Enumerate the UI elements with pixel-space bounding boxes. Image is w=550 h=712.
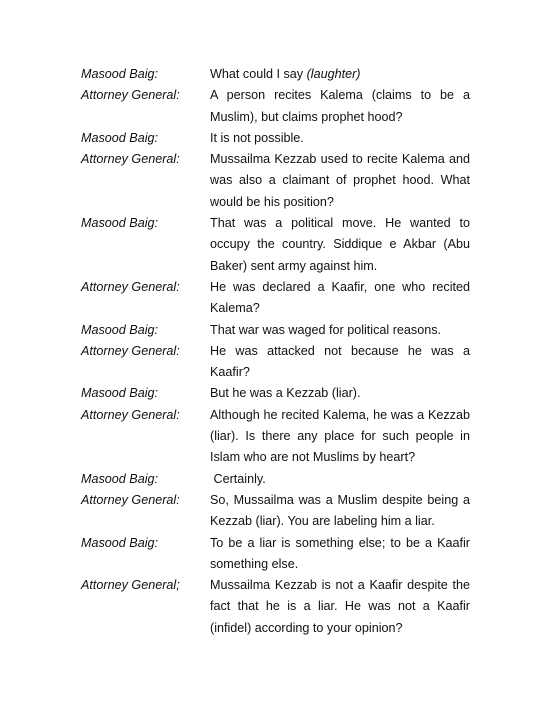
dialogue-entry (81, 320, 471, 341)
dialogue-entry (81, 213, 471, 277)
dialogue-entry (81, 383, 471, 404)
speech-text-main: What could I say (210, 67, 307, 81)
speech-text: A person recites Kalema (claims to be a Muslim), but claims prophet hood? (210, 88, 470, 124)
speaker-label: Attorney General: (81, 492, 180, 507)
dialogue-entry (81, 533, 471, 576)
speaker-label: Attorney General: (81, 407, 180, 422)
speaker-label: Masood Baig: (81, 322, 159, 337)
dialogue-entry (81, 128, 471, 149)
speaker-label: Masood Baig: (81, 535, 159, 550)
speaker-label: Attorney General: (81, 279, 180, 294)
dialogue-entry (81, 469, 471, 490)
speaker-label: Masood Baig: (81, 471, 159, 486)
speech-text: That was a political move. He wanted to occupy the country. Siddique e Akbar (Abu Baker) sent army against him. (210, 216, 470, 273)
dialogue-entry (81, 85, 471, 128)
dialogue-entry (81, 64, 471, 85)
speech-text: He was declared a Kaafir, one who recited Kalema? (210, 279, 470, 316)
transcript (81, 64, 471, 639)
speech-text: It is not possible. (210, 130, 304, 145)
dialogue-entry (81, 575, 471, 639)
speaker-label: Masood Baig: (81, 386, 159, 401)
speech-text: That war was waged for political reasons. (210, 322, 441, 337)
speech-text: Mussailma Kezzab is not a Kaafir despite the fact that he is a liar. He was not a Kaafir (infidel) according to your opinion? (210, 578, 470, 635)
dialogue-entry (81, 277, 471, 320)
dialogue-entry (81, 490, 471, 533)
speech-text: Although he recited Kalema, he was a Kezzab (liar). Is there any place for such people in Islam who are not Muslims by heart? (210, 407, 470, 465)
dialogue-entry (81, 149, 471, 213)
speaker-label: Masood Baig: (81, 67, 159, 81)
speech-text (210, 64, 470, 85)
speech-text: He was attacked not because he was a Kaafir? (210, 343, 470, 380)
dialogue-entry (81, 405, 471, 469)
speaker-label: Attorney General; (81, 578, 180, 593)
speech-text: Mussailma Kezzab used to recite Kalema and was also a claimant of prophet hood. What would be his position? (210, 152, 470, 209)
speaker-label: Attorney General: (81, 152, 180, 167)
speaker-label: Attorney General: (81, 88, 180, 103)
speaker-label: Attorney General: (81, 343, 180, 358)
speaker-label: Masood Baig: (81, 216, 159, 231)
speech-text: Certainly. (210, 471, 266, 486)
speaker-label: Masood Baig: (81, 130, 159, 145)
speech-text-italic: (laughter) (306, 67, 361, 81)
dialogue-entry (81, 341, 471, 384)
speech-text: To be a liar is something else; to be a Kaafir something else. (210, 535, 470, 571)
speech-text: So, Mussailma was a Muslim despite being a Kezzab (liar). You are labeling him a liar. (210, 492, 470, 529)
speech-text: But he was a Kezzab (liar). (210, 386, 361, 401)
